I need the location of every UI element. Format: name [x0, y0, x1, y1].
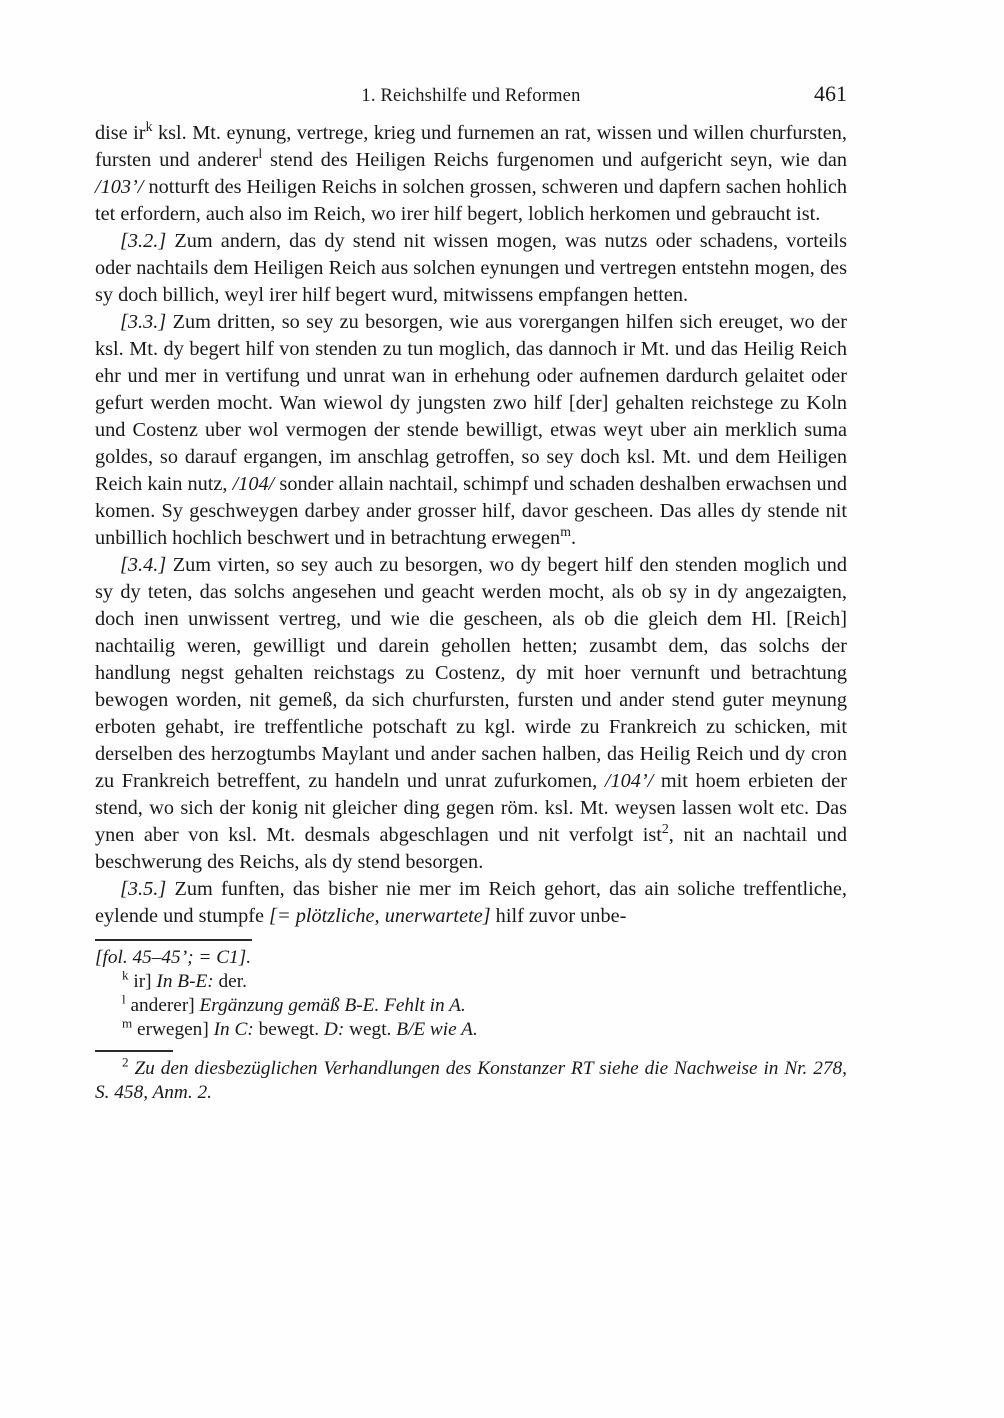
apparatus-note-l: $^l$ anderer] Ergänzung gemäß B-E. Fehlt in A.: [122, 991, 466, 1016]
critical-apparatus: [95, 939, 847, 1105]
section-title: 1. Reichshilfe und Reformen: [361, 86, 581, 106]
body-text: [95, 120, 847, 930]
footnote-rule: [95, 1050, 173, 1052]
page-number: 461: [814, 81, 847, 106]
apparatus-rule: [95, 939, 252, 941]
body-paragraph-3-4: [3.4.] Zum virten, so sey auch zu besorgen, wo dy begert hilf den stenden moglich und sy dy teten, das solchs angesehen und geacht werden mocht, als ob sy in dy angezaigten, doch inen unwissent vertreg, und wie die gescheen, als ob die gleich dem Hl. [Reich] nachtailig weren, gewilligt und darein gehollen hetten; zusambt dem, das solchs der handlung negst gehalten reichstags zu Costenz, dy mit hoer vernunft und betrachtung bewogen worden, nit gemeß, da sich churfursten, fursten und ander stend guter meynung erboten gehabt, ire treffentliche potschaft zu kgl. wirde zu Frankreich zu schicken, mit derselben des herzogtumbs Maylant und ander sachen halben, das Heilig Reich und dy cron zu Frankreich betreffent, zu handeln und unrat zufurkomen, /104’/ mit hoem erbieten der stend, wo sich der konig nit gleicher ding gegen röm. ksl. Mt. weysen lassen wolt etc. Das ynen aber von ksl. Mt. desmals abgeschlagen und nit verfolgt ist$^2$, nit an nachtail und beschwerung des Reichs, als dy stend besorgen.: [95, 554, 847, 873]
running-header: [95, 81, 847, 112]
body-paragraph-3-5: [3.5.] Zum funften, das bisher nie mer im Reich gehort, das ain soliche treffentliche, eylende und stumpfe [= plötzliche, unerwartete] hilf zuvor unbe-: [95, 878, 847, 927]
footnote-2: $^2$ Zu den diesbezüglichen Verhandlungen des Konstanzer RT siehe die Nachweise in Nr. 278, S. 458, Anm. 2.: [95, 1054, 847, 1103]
body-paragraph-3-3: [3.3.] Zum dritten, so sey zu besorgen, wie aus vorergangen hilfen sich ereuget, wo der ksl. Mt. dy begert hilf von stenden zu tun moglich, das dannoch ir Mt. und das Heilig Reich ehr und mer in vertifung und unrat wan in erhehung oder aufnemen dardurch gelaitet oder gefurt werden mocht. Wan wiewol dy jungsten zwo hilf [der] gehalten reichstege zu Koln und Costenz uber wol vermogen der stende bewilligt, etwas weyt uber ain merklich suma goldes, so darauf ergangen, im anschlag getroffen, so sey doch ksl. Mt. und dem Heiligen Reich kain nutz, /104/ sonder allain nachtail, schimpf und schaden deshalben erwachsen und komen. Sy geschweygen darbey ander grosser hilf, davor gescheen. Das alles dy stende nit unbillich hochlich beschwert und in betrachtung erwegen$^m$.: [95, 311, 847, 549]
apparatus-note-k: $^k$ ir] In B-E: der.: [122, 967, 247, 992]
text-block: [95, 81, 847, 1105]
body-paragraph-continuation: dise $ir^k$ ksl. Mt. eynung, vertrege, krieg und furnemen an rat, wissen und willen churfursten, fursten und anderer$^l$ stend des Heiligen Reichs furgenomen und aufgericht seyn, wie dan /103’/ notturft des Heiligen Reichs in solchen grossen, schweren und dapfern sachen hohlich tet erfordern, auch also im Reich, wo irer hilf begert, loblich herkomen und gebraucht ist.: [95, 119, 847, 225]
apparatus-note-m: $^m$ erwegen] In C: bewegt. D: wegt. B/E wie A.: [122, 1015, 478, 1040]
folio-note: [fol. 45–45’; = C1].: [95, 947, 252, 968]
body-paragraph-3-2: [3.2.] Zum andern, das dy stend nit wissen mogen, was nutzs oder schadens, vorteils oder nachtails dem Heiligen Reich aus solchen eynungen und vertregen entstehn mogen, des sy doch billich, weyl irer hilf begert wurd, mitwissens empfangen hetten.: [95, 230, 847, 306]
